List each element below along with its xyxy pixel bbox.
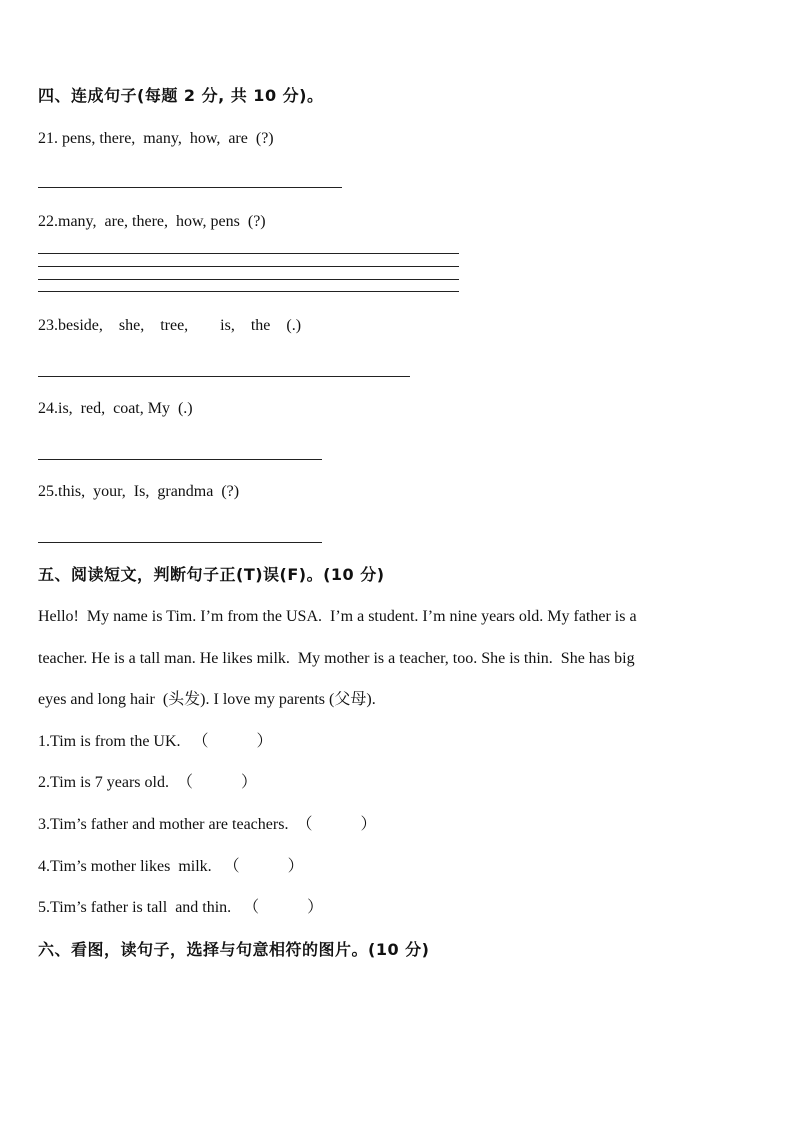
passage-line-3: eyes and long hair (头发). I love my parents (父母). xyxy=(38,691,376,708)
tf-question-5[interactable]: 5.Tim’s father is tall and thin. （ ） xyxy=(38,899,324,916)
tf-question-2[interactable]: 2.Tim is 7 years old. （ ） xyxy=(38,774,257,791)
passage-line-1: Hello! My name is Tim. I’m from the USA. I’m a student. I’m nine years old. My father is a xyxy=(38,608,637,625)
section-5-title: 五、阅读短文，判断句子正(T)误(F)。(10 分) xyxy=(38,565,385,584)
tf-question-3[interactable]: 3.Tim’s father and mother are teachers. （ ） xyxy=(38,816,377,833)
tf-question-1[interactable]: 1.Tim is from the UK. （ ） xyxy=(38,733,273,750)
answer-line-22-d[interactable] xyxy=(38,291,459,292)
answer-line-25[interactable] xyxy=(38,542,322,543)
answer-line-23[interactable] xyxy=(38,376,410,377)
answer-line-24[interactable] xyxy=(38,459,322,460)
answer-line-22-c[interactable] xyxy=(38,279,459,280)
question-21: 21. pens, there, many, how, are (?) xyxy=(38,130,274,147)
passage-line-2: teacher. He is a tall man. He likes milk. My mother is a teacher, too. She is thin. She has big xyxy=(38,650,635,667)
question-22: 22.many, are, there, how, pens (?) xyxy=(38,213,266,230)
answer-line-22-b[interactable] xyxy=(38,266,459,267)
answer-line-22-a[interactable] xyxy=(38,253,459,254)
question-24: 24.is, red, coat, My (.) xyxy=(38,400,193,417)
tf-question-4[interactable]: 4.Tim’s mother likes milk. （ ） xyxy=(38,858,304,875)
answer-line-21[interactable] xyxy=(38,187,342,188)
question-23: 23.beside, she, tree, is, the (.) xyxy=(38,317,302,334)
section-4-title: 四、连成句子(每题 2 分, 共 10 分)。 xyxy=(38,86,324,105)
section-6-title: 六、看图，读句子，选择与句意相符的图片。(10 分) xyxy=(38,940,430,959)
question-25: 25.this, your, Is, grandma (?) xyxy=(38,483,240,500)
